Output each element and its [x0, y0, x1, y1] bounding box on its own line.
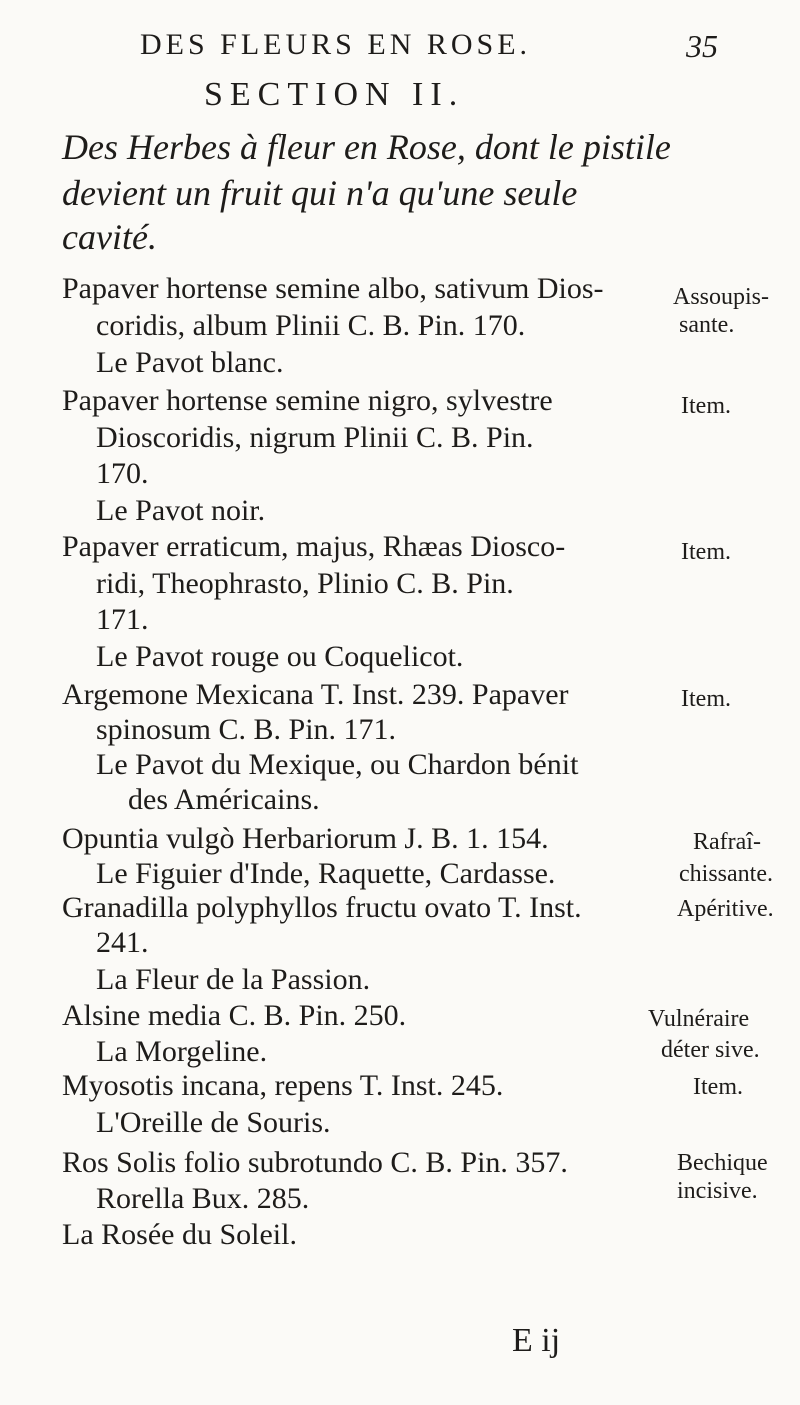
entry-9-french: La Rosée du Soleil. — [62, 1218, 297, 1251]
entry-1-latin-2: coridis, album Plinii C. B. Pin. 170. — [96, 309, 526, 342]
entry-4-latin-2: spinosum C. B. Pin. 171. — [96, 713, 397, 746]
entry-4-property: Item. — [681, 686, 731, 712]
entry-4-french-2: des Américains. — [128, 783, 320, 816]
entry-5-latin-1: Opuntia vulgò Herbariorum J. B. 1. 154. — [62, 822, 549, 855]
entry-9-property-1: Bechique — [677, 1150, 768, 1176]
page-number: 35 — [686, 28, 718, 64]
entry-8-french: L'Oreille de Souris. — [96, 1106, 331, 1139]
entry-4-french-1: Le Pavot du Mexique, ou Chardon bénit — [96, 748, 579, 781]
entry-3-latin-1: Papaver erraticum, majus, Rhæas Diosco- — [62, 530, 566, 563]
entry-2-latin-2: Dioscoridis, nigrum Plinii C. B. Pin. — [96, 421, 534, 454]
entry-7-property-1: Vulnéraire — [648, 1006, 750, 1032]
entry-1-french: Le Pavot blanc. — [96, 346, 284, 379]
entry-2-french: Le Pavot noir. — [96, 494, 266, 527]
entry-9-latin-2: Rorella Bux. 285. — [96, 1182, 310, 1215]
entry-2-latin-3: 170. — [96, 457, 149, 490]
entry-3-property: Item. — [681, 539, 731, 565]
entry-7-property-2: déter sive. — [661, 1037, 760, 1063]
entry-9-latin-1: Ros Solis folio subrotundo C. B. Pin. 357. — [62, 1146, 568, 1179]
entry-1-latin-1: Papaver hortense semine albo, sativum Dios- — [62, 272, 604, 305]
entry-2-property: Item. — [681, 393, 731, 419]
entry-4-latin-1: Argemone Mexicana T. Inst. 239. Papaver — [62, 678, 569, 711]
entry-3-french: Le Pavot rouge ou Coquelicot. — [96, 640, 464, 673]
entry-5-french: Le Figuier d'Inde, Raquette, Cardasse. — [96, 857, 556, 890]
entry-7-latin-1: Alsine media C. B. Pin. 250. — [62, 999, 407, 1032]
entry-8-latin-1: Myosotis incana, repens T. Inst. 245. — [62, 1069, 504, 1102]
entry-6-property: Apéritive. — [677, 896, 774, 922]
entry-5-property-2: chissante. — [679, 861, 773, 887]
entry-3-latin-3: 171. — [96, 603, 149, 636]
entry-5-property-1: Rafraî- — [693, 829, 761, 855]
entry-6-latin-2: 241. — [96, 926, 149, 959]
signature-mark: E ij — [512, 1322, 561, 1359]
title-line-1: Des Herbes à fleur en Rose, dont le pistile — [62, 127, 671, 167]
entry-9-property-2: incisive. — [677, 1178, 758, 1204]
entry-6-latin-1: Granadilla polyphyllos fructu ovato T. Inst. — [62, 891, 582, 924]
entry-1-property-1: Assoupis- — [673, 284, 770, 310]
entry-6-french: La Fleur de la Passion. — [96, 963, 371, 996]
entry-2-latin-1: Papaver hortense semine nigro, sylvestre — [62, 384, 553, 417]
entry-8-property: Item. — [693, 1074, 743, 1100]
entry-7-french: La Morgeline. — [96, 1035, 268, 1068]
title-line-2: devient un fruit qui n'a qu'une seule — [62, 173, 578, 213]
entry-3-latin-2: ridi, Theophrasto, Plinio C. B. Pin. — [96, 567, 514, 600]
title-line-3: cavité. — [62, 217, 157, 257]
entry-1-property-2: sante. — [679, 312, 735, 338]
running-title: DES FLEURS EN ROSE. — [140, 28, 532, 61]
section-heading: SECTION II. — [204, 76, 465, 113]
